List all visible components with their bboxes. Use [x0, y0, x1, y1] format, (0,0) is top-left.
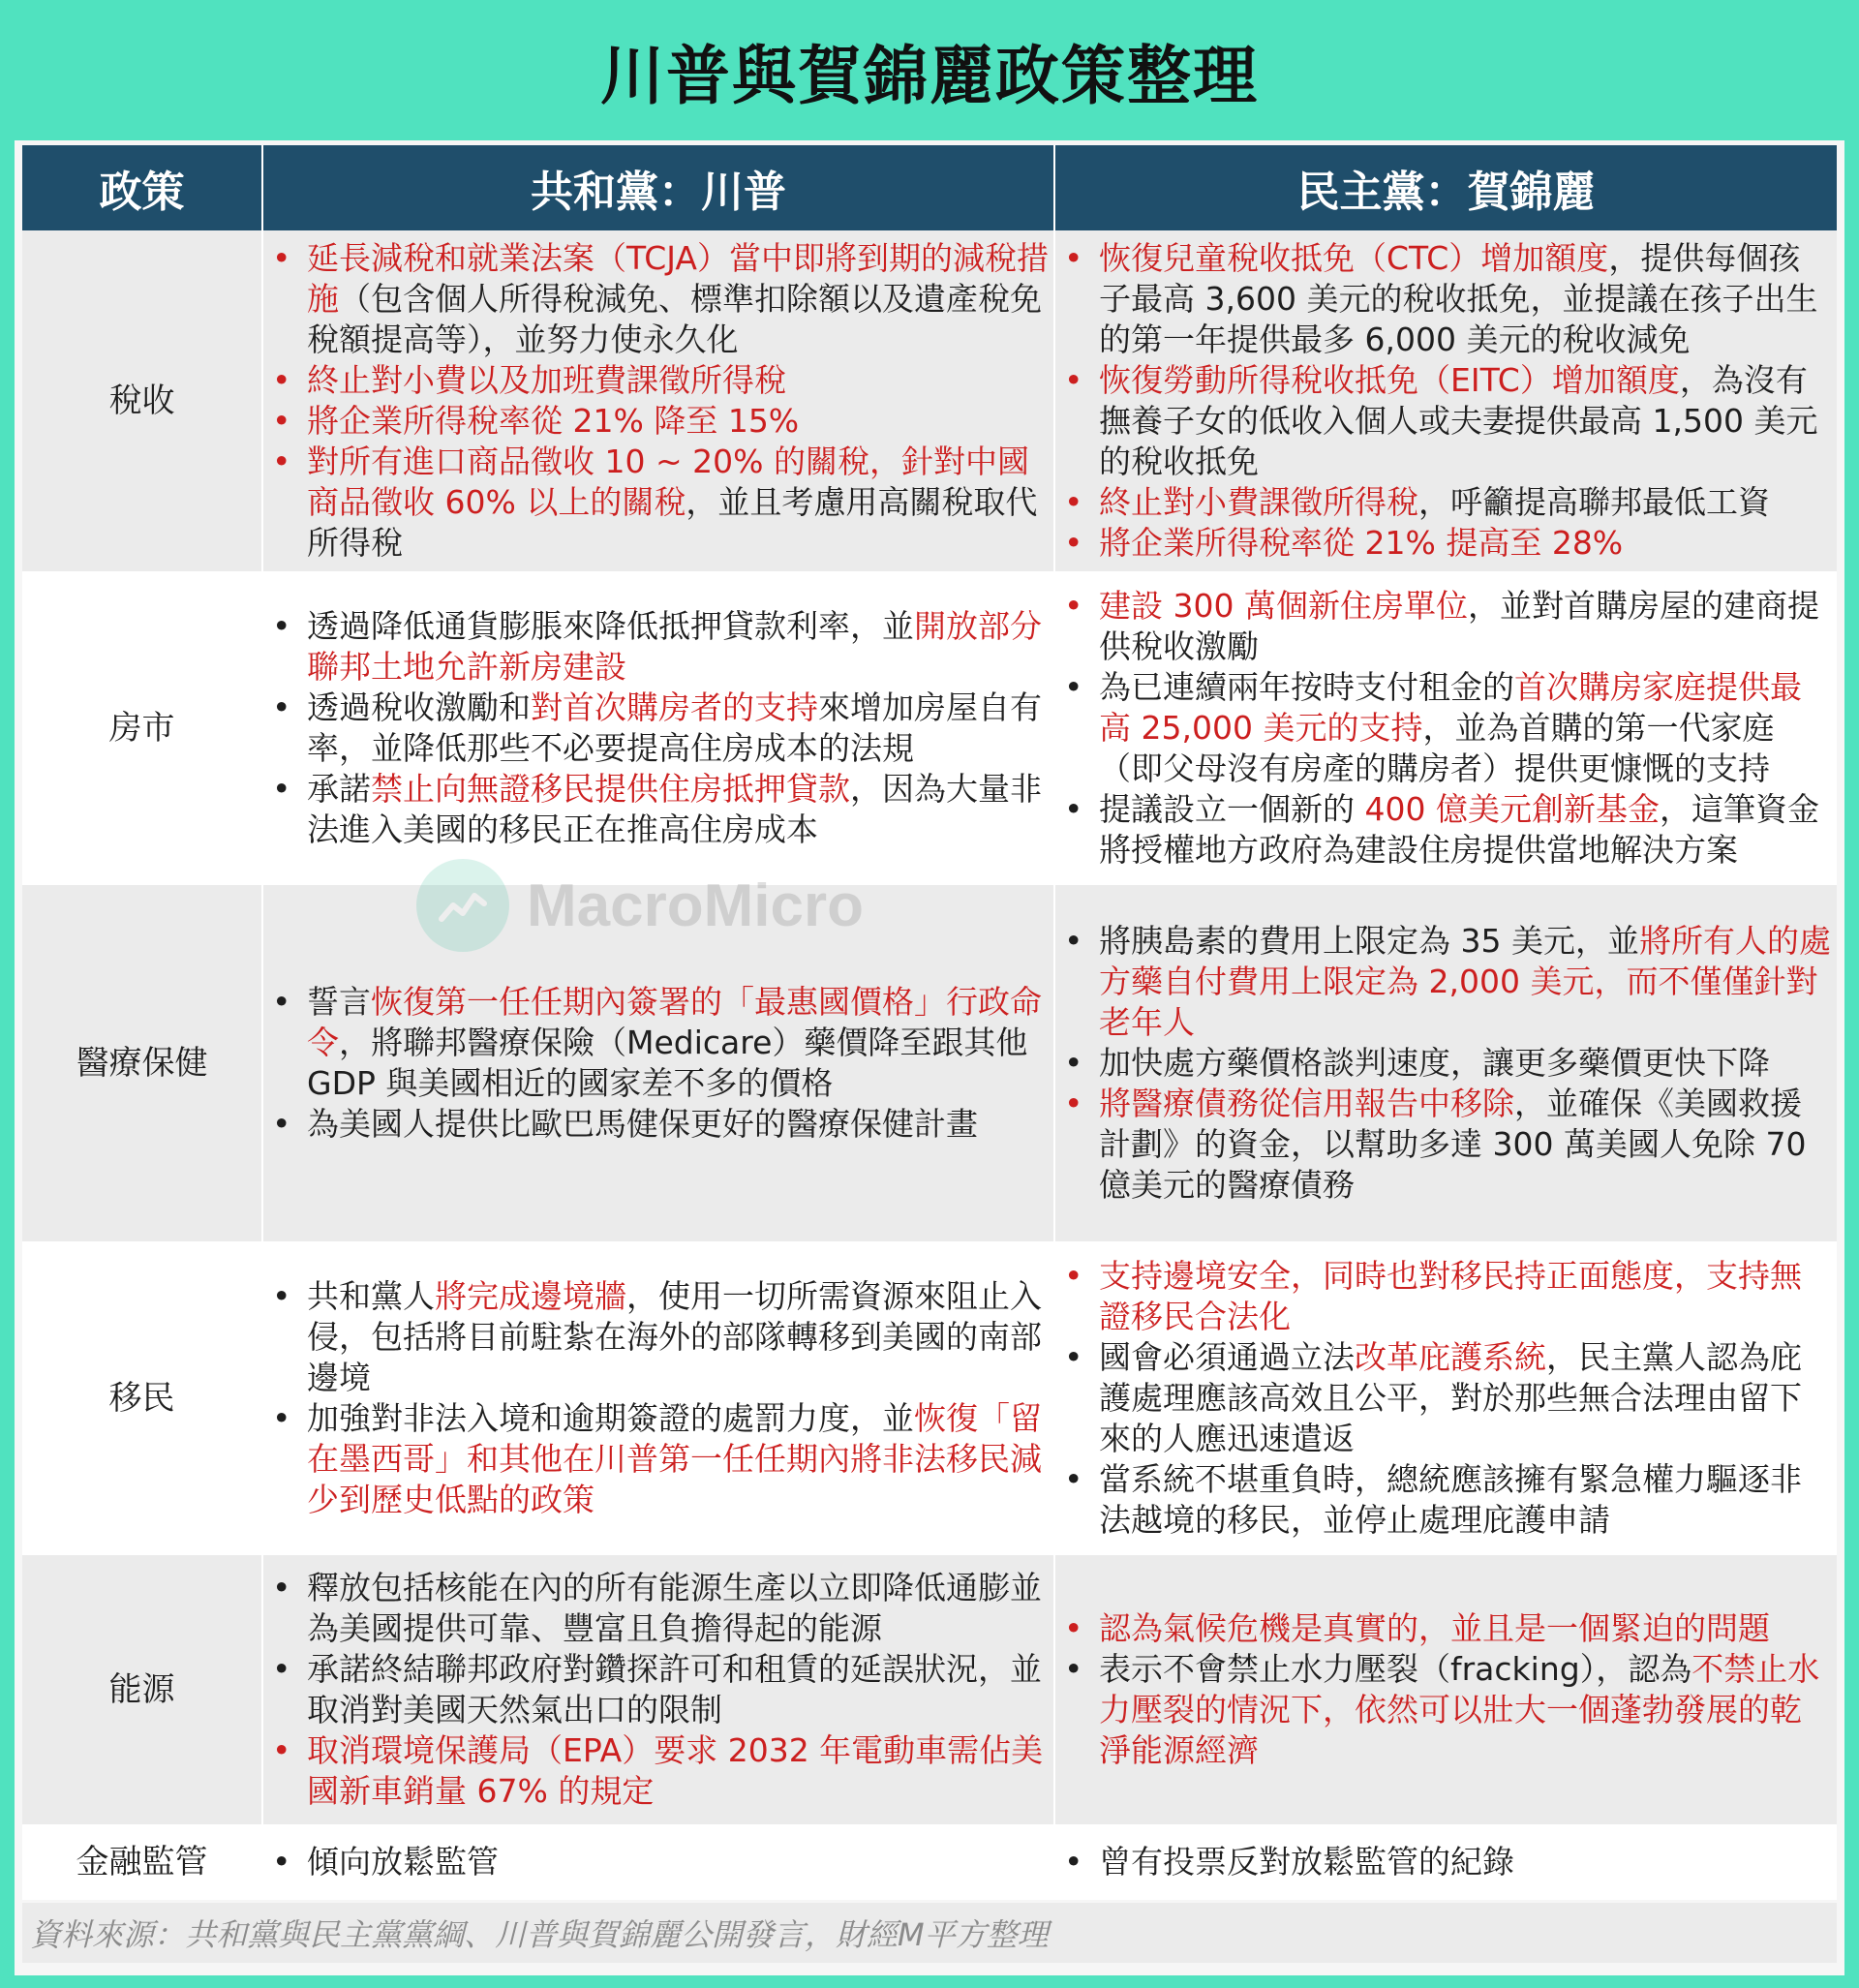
list-item: [307, 1842, 1049, 1882]
highlighted-text: 首次購房家庭提供最高 25,000 美元的支持: [1099, 668, 1802, 747]
republican-policies-cell: [262, 230, 1054, 571]
policy-category: 移民: [22, 1241, 262, 1555]
list-item: [1099, 921, 1832, 1043]
highlighted-text: 對首次購房者的支持: [531, 688, 818, 726]
list-item: [1099, 523, 1832, 564]
policy-text: 承諾終結聯邦政府對鑽探許可和租賃的延誤狀況，並取消對美國天然氣出口的限制: [307, 1650, 1042, 1728]
policy-text: 為已連續兩年按時支付租金的: [1099, 668, 1514, 706]
list-item: [307, 360, 1049, 401]
policy-text: 來增加房屋自有率，並降低那些不必要提高住房成本的法規: [307, 688, 1042, 767]
list-item: [307, 1276, 1049, 1398]
source-note: 資料來源：共和黨與民主黨黨綱、川普與賀錦麗公開發言，財經M平方整理: [22, 1903, 1837, 1963]
highlighted-text: 恢復第一任任期內簽署的「最惠國價格」行政命令: [307, 983, 1042, 1061]
policy-category: 稅收: [22, 230, 262, 571]
highlighted-text: 延長減稅和就業法案（TCJA）當中即將到期的減稅措施: [307, 239, 1049, 318]
policy-text: ，呼籲提高聯邦最低工資: [1418, 483, 1770, 521]
policy-text: ，並為首購的第一代家庭（即父母沒有房產的購房者）提供更慷慨的支持: [1099, 709, 1775, 787]
list-item: [1099, 238, 1832, 360]
policy-text: 加強對非法入境和逾期簽證的處罰力度，並: [307, 1399, 914, 1437]
highlighted-text: 終止對小費以及加班費課徵所得稅: [307, 361, 786, 399]
policy-text: 提議設立一個新的: [1099, 790, 1365, 828]
policy-text: ，民主黨人認為庇護處理應該高效且公平，對於那些無合法理由留下來的人應迅速遣返: [1099, 1338, 1802, 1457]
highlighted-text: 禁止向無證移民提供住房抵押貸款: [371, 770, 850, 808]
policy-list: [264, 606, 1052, 850]
policy-text: 承諾: [307, 770, 371, 808]
list-item: [307, 442, 1049, 564]
table-row: [22, 885, 1837, 1241]
highlighted-text: 支持邊境安全，同時也對移民持正面態度，支持無證移民合法化: [1099, 1257, 1802, 1335]
policy-text: ，為沒有撫養子女的低收入個人或夫妻提供最高 1,500 美元的稅收抵免: [1099, 361, 1818, 480]
republican-policies-cell: [262, 1555, 1054, 1824]
policy-category: 能源: [22, 1555, 262, 1824]
list-item: [1099, 1084, 1832, 1206]
highlighted-text: 將醫療債務從信用報告中移除: [1099, 1085, 1514, 1122]
policy-list: [264, 1842, 1052, 1882]
policy-text: 曾有投票反對放鬆監管的紀錄: [1099, 1843, 1514, 1881]
highlighted-text: 終止對小費課徵所得稅: [1099, 483, 1418, 521]
list-item: [307, 606, 1049, 688]
list-item: [1099, 667, 1832, 789]
highlighted-text: 對所有進口商品徵收 10 ~ 20% 的關稅，針對中國商品徵收 60% 以上的關稅: [307, 443, 1029, 521]
policy-text: ，並確保《美國救援計劃》的資金，以幫助多達 300 萬美國人免除 70 億美元的醫療債務: [1099, 1085, 1807, 1204]
highlighted-text: 開放部分聯邦土地允許新房建設: [307, 607, 1042, 686]
list-item: [307, 1104, 1049, 1145]
policy-list: [264, 982, 1052, 1145]
list-item: [1099, 1337, 1832, 1459]
header-policy: 政策: [22, 145, 262, 230]
republican-policies-cell: [262, 571, 1054, 885]
policy-text: ，並對首購房屋的建商提供稅收激勵: [1099, 587, 1819, 665]
list-item: [307, 238, 1049, 360]
list-item: [307, 1398, 1049, 1520]
policy-text: ，提供每個孩子最高 3,600 美元的稅收抵免，並提議在孩子出生的第一年提供最多 6,000 美元的稅收減免: [1099, 239, 1818, 358]
policy-text: 共和黨人: [307, 1277, 435, 1315]
policy-text: 傾向放鬆監管: [307, 1843, 499, 1881]
header-democrat: 民主黨：賀錦麗: [1054, 145, 1837, 230]
header-republican: 共和黨：川普: [262, 145, 1054, 230]
policy-text: 透過稅收激勵和: [307, 688, 531, 726]
highlighted-text: 將所有人的處方藥自付費用上限定為 2,000 美元，而不僅僅針對老年人: [1099, 922, 1831, 1041]
republican-policies-cell: [262, 1824, 1054, 1900]
highlighted-text: 不禁止水力壓裂的情況下，依然可以壯大一個蓬勃發展的乾淨能源經濟: [1099, 1650, 1820, 1769]
list-item: [1099, 1043, 1832, 1084]
policy-list: [1056, 921, 1836, 1206]
highlighted-text: 改革庇護系統: [1355, 1338, 1546, 1376]
table-row: [22, 1241, 1837, 1555]
list-item: [307, 401, 1049, 442]
highlighted-text: 建設 300 萬個新住房單位: [1099, 587, 1468, 625]
policy-text: 為美國人提供比歐巴馬健保更好的醫療保健計畫: [307, 1105, 978, 1143]
page-title: 川普與賀錦麗政策整理: [15, 0, 1844, 140]
republican-policies-cell: [262, 885, 1054, 1241]
policy-text: （包含個人所得稅減免、標準扣除額以及遺產稅免稅額提高等），並努力使永久化: [307, 280, 1042, 358]
table-row: [22, 230, 1837, 571]
policy-text: 透過降低通貨膨脹來降低抵押貸款利率，並: [307, 607, 914, 645]
list-item: [1099, 789, 1832, 871]
list-item: [1099, 586, 1832, 667]
democrat-policies-cell: [1054, 571, 1837, 885]
policy-text: 誓言: [307, 983, 371, 1021]
policy-list: [1056, 238, 1836, 564]
policy-text: 將胰島素的費用上限定為 35 美元，並: [1099, 922, 1639, 960]
list-item: [307, 1568, 1049, 1649]
list-item: [1099, 1459, 1832, 1541]
policy-text: 釋放包括核能在內的所有能源生產以立即降低通膨並為美國提供可靠、豐富且負擔得起的能源: [307, 1569, 1042, 1647]
democrat-policies-cell: [1054, 1824, 1837, 1900]
list-item: [1099, 1256, 1832, 1337]
list-item: [307, 1649, 1049, 1730]
policy-list: [1056, 1842, 1836, 1882]
list-item: [1099, 1608, 1832, 1649]
highlighted-text: 恢復「留在墨西哥」和其他在川普第一任任期內將非法移民減少到歷史低點的政策: [307, 1399, 1042, 1518]
policy-list: [1056, 586, 1836, 871]
list-item: [1099, 1842, 1832, 1882]
policy-text: 表示不會禁止水力壓裂（fracking），認為: [1099, 1650, 1692, 1688]
policy-list: [1056, 1608, 1836, 1771]
policy-text: ，並且考慮用高關稅取代所得稅: [307, 483, 1038, 562]
policy-category: 金融監管: [22, 1824, 262, 1900]
policy-list: [1056, 1256, 1836, 1541]
table-header-row: [22, 145, 1837, 230]
republican-policies-cell: [262, 1241, 1054, 1555]
table-row: [22, 571, 1837, 885]
policy-text: 國會必須通過立法: [1099, 1338, 1355, 1376]
highlighted-text: 取消環境保護局（EPA）要求 2032 年電動車需佔美國新車銷量 67% 的規定: [307, 1731, 1044, 1810]
democrat-policies-cell: [1054, 1555, 1837, 1824]
policy-text: ，因為大量非法進入美國的移民正在推高住房成本: [307, 770, 1042, 848]
table-row: [22, 1824, 1837, 1900]
highlighted-text: 將企業所得稅率從 21% 提高至 28%: [1099, 524, 1624, 562]
policy-text: 加快處方藥價格談判速度，讓更多藥價更快下降: [1099, 1044, 1770, 1082]
policy-text: ，將聯邦醫療保險（Medicare）藥價降至跟其他 GDP 與美國相近的國家差不多的價格: [307, 1024, 1028, 1102]
policy-category: 房市: [22, 571, 262, 885]
highlighted-text: 恢復勞動所得稅收抵免（EITC）增加額度: [1099, 361, 1680, 399]
list-item: [307, 769, 1049, 850]
policy-text: ，使用一切所需資源來阻止入侵，包括將目前駐紮在海外的部隊轉移到美國的南部邊境: [307, 1277, 1042, 1396]
infographic-frame: [15, 0, 1844, 1975]
policy-list: [264, 1276, 1052, 1520]
list-item: [307, 982, 1049, 1104]
democrat-policies-cell: [1054, 230, 1837, 571]
policy-list: [264, 1568, 1052, 1812]
democrat-policies-cell: [1054, 1241, 1837, 1555]
list-item: [1099, 482, 1832, 523]
list-item: [1099, 1649, 1832, 1771]
policy-text: 當系統不堪重負時，總統應該擁有緊急權力驅逐非法越境的移民，並停止處理庇護申請: [1099, 1460, 1802, 1539]
table-row: [22, 1555, 1837, 1824]
policy-comparison-table: [22, 145, 1837, 1900]
policy-list: [264, 238, 1052, 564]
list-item: [307, 1730, 1049, 1812]
policy-category: 醫療保健: [22, 885, 262, 1241]
list-item: [307, 688, 1049, 769]
democrat-policies-cell: [1054, 885, 1837, 1241]
highlighted-text: 400 億美元創新基金: [1364, 790, 1660, 828]
highlighted-text: 恢復兒童稅收抵免（CTC）增加額度: [1099, 239, 1609, 277]
highlighted-text: 認為氣候危機是真實的，並且是一個緊迫的問題: [1099, 1609, 1770, 1647]
highlighted-text: 將企業所得稅率從 21% 降至 15%: [307, 402, 800, 440]
highlighted-text: 將完成邊境牆: [435, 1277, 626, 1315]
policy-text: ，這筆資金將授權地方政府為建設住房提供當地解決方案: [1099, 790, 1819, 869]
list-item: [1099, 360, 1832, 482]
